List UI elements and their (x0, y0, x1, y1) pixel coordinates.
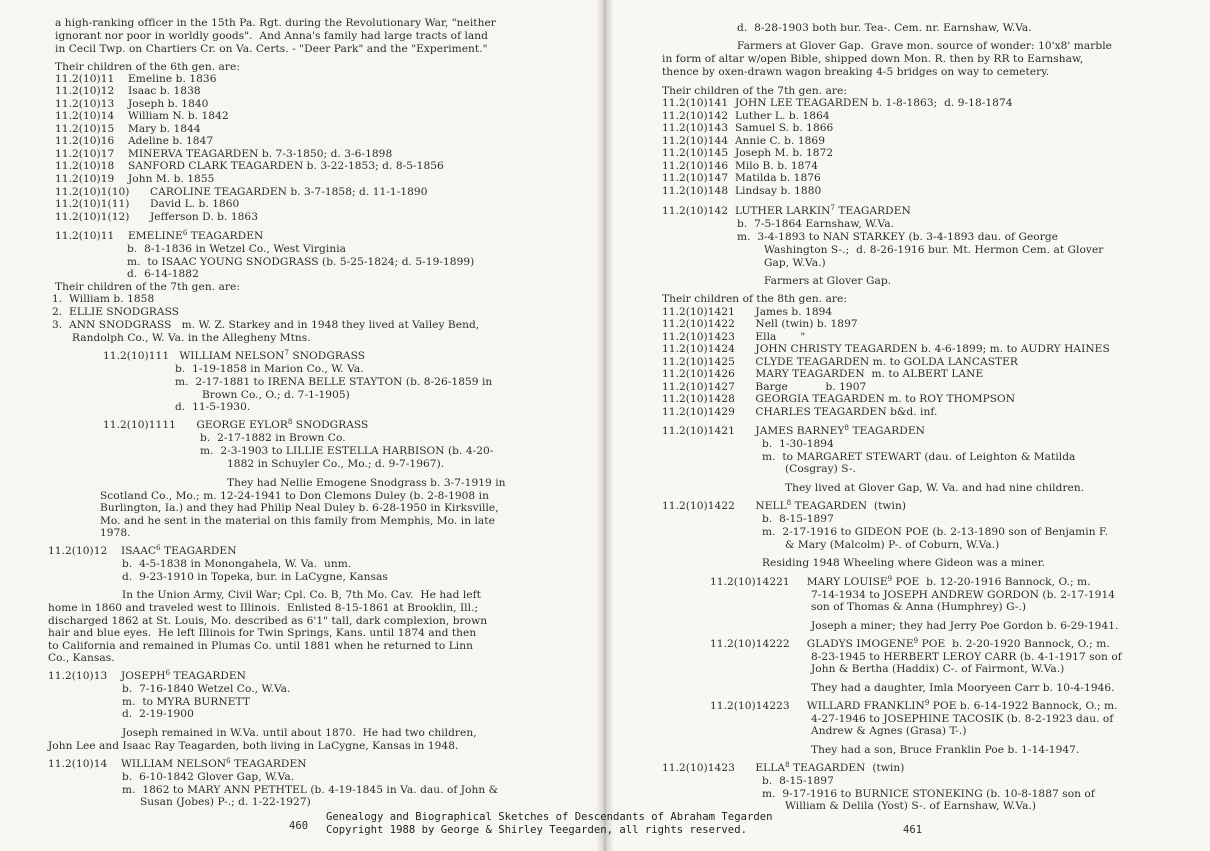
text-line: 11.2(10)17 MINERVA TEAGARDEN b. 7-3-1850; d. 3-6-1898 (55, 148, 393, 160)
text-line: Joseph a miner; they had Jerry Poe Gordon b. 6-29-1941. (811, 620, 1119, 632)
text-line: Their children of the 8th gen. are: (662, 293, 847, 305)
text-line: Farmers at Glover Gap. Grave mon. source of wonder: 10'x8' marble (737, 40, 1112, 52)
text-line: 11.2(10)1422 Nell (twin) b. 1897 (662, 318, 858, 330)
text-line: Andrew & Agnes (Grasa) T-.) (811, 725, 967, 737)
right-page (607, 0, 1210, 851)
text-line: 1882 in Schuyler Co., Mo.; d. 9-7-1967). (227, 458, 445, 470)
text-line: b. 8-15-1897 (762, 513, 834, 525)
text-line: 11.2(10)11 EMELINE$^6$ TEAGARDEN (55, 229, 264, 242)
text-line: Susan (Jobes) P-.; d. 1-22-1927) (140, 796, 311, 808)
text-line: Co., Kansas. (48, 652, 115, 664)
text-line: John & Bertha (Haddix) C-. of Fairmont, W.Va.) (811, 663, 1065, 675)
text-line: 11.2(10)11 Emeline b. 1836 (55, 73, 217, 85)
text-line: 11.2(10)18 SANFORD CLARK TEAGARDEN b. 3-22-1853; d. 8-5-1856 (55, 160, 444, 172)
text-line: Mo. and he sent in the material on this family from Memphis, Mo. in late (100, 515, 495, 527)
text-line: 11.2(10)142 LUTHER LARKIN$^7$ TEAGARDEN (662, 204, 911, 217)
text-line: & Mary (Malcolm) P-. of Coburn, W.Va.) (785, 539, 1000, 551)
text-line: 4-27-1946 to JOSEPHINE TACOSIK (b. 8-2-1923 dau. of (811, 713, 1114, 725)
text-line: Washington S-.; d. 8-26-1916 bur. Mt. Hermon Cem. at Glover (764, 244, 1104, 256)
footer-title: Genealogy and Biographical Sketches of Descendants of Abraham Tegarden (326, 811, 773, 823)
text-line: m. 2-3-1903 to LILLIE ESTELLA HARBISON (b. 4-20- (200, 445, 494, 457)
text-line: 11.2(10)1425 CLYDE TEAGARDEN m. to GOLDA LANCASTER (662, 356, 1018, 368)
text-line: b. 1-19-1858 in Marion Co., W. Va. (175, 363, 364, 375)
text-line: 11.2(10)1111 GEORGE EYLOR$^8$ SNODGRASS (103, 418, 369, 431)
text-line: Farmers at Glover Gap. (764, 275, 892, 287)
text-line: b. 7-5-1864 Earnshaw, W.Va. (737, 218, 895, 230)
text-line: 11.2(10)142 Luther L. b. 1864 (662, 110, 830, 122)
text-line: 2. ELLIE SNODGRASS (52, 306, 180, 318)
text-line: home in 1860 and traveled west to Illinois. Enlisted 8-15-1861 at Brooklin, Ill.; (48, 602, 479, 614)
text-line: 11.2(10)14222 GLADYS IMOGENE$^9$ POE b. 2-20-1920 Bannock, O.; m. (710, 637, 1110, 650)
text-line: (Cosgray) S-. (785, 463, 856, 475)
text-line: 11.2(10)12 ISAAC$^6$ TEAGARDEN (48, 544, 237, 557)
text-line: d. 8-28-1903 both bur. Tea-. Cem. nr. Earnshaw, W.Va. (737, 22, 1032, 34)
text-line: in Cecil Twp. on Chartiers Cr. on Va. Certs. - "Deer Park" and the "Experiment." (55, 43, 488, 55)
text-line: d. 6-14-1882 (127, 268, 199, 280)
text-line: 11.2(10)14 WILLIAM NELSON$^6$ TEAGARDEN (48, 757, 307, 770)
text-line: d. 9-23-1910 in Topeka, bur. in LaCygne, Kansas (122, 571, 388, 583)
text-line: m. 2-17-1881 to IRENA BELLE STAYTON (b. 8-26-1859 in (175, 376, 493, 388)
text-line: m. 3-4-1893 to NAN STARKEY (b. 3-4-1893 dau. of George (737, 231, 1058, 243)
text-line: 11.2(10)1421 James b. 1894 (662, 306, 833, 318)
text-line: 11.2(10)145 Joseph M. b. 1872 (662, 147, 834, 159)
text-line: a high-ranking officer in the 15th Pa. Rgt. during the Revolutionary War, "neither (55, 17, 496, 29)
text-line: 11.2(10)148 Lindsay b. 1880 (662, 185, 822, 197)
text-line: discharged 1862 at St. Louis, Mo. described as 6'1" tall, dark complexion, brown (48, 615, 488, 627)
text-line: 11.2(10)14221 MARY LOUISE$^9$ POE b. 12-20-1916 Bannock, O.; m. (710, 575, 1091, 588)
text-line: 11.2(10)12 Isaac b. 1838 (55, 85, 201, 97)
text-line: 11.2(10)1(11) David L. b. 1860 (55, 198, 240, 210)
text-line: 11.2(10)141 JOHN LEE TEAGARDEN b. 1-8-1863; d. 9-18-1874 (662, 97, 1013, 109)
text-line: m. 1862 to MARY ANN PETHTEL (b. 4-19-1845 in Va. dau. of John & (122, 784, 499, 796)
text-line: 11.2(10)1(12) Jefferson D. b. 1863 (55, 211, 258, 223)
text-line: 11.2(10)1428 GEORGIA TEAGARDEN m. to ROY THOMPSON (662, 393, 1016, 405)
text-line: 11.2(10)13 Joseph b. 1840 (55, 98, 209, 110)
footer-copyright: Copyright 1988 by George & Shirley Teegarden, all rights reserved. (326, 824, 747, 836)
text-line: m. 9-17-1916 to BURNICE STONEKING (b. 10-8-1887 son of (762, 788, 1095, 800)
text-line: Burlington, Ia.) and they had Philip Neal Duley b. 6-28-1950 in Kirksville, (100, 502, 499, 514)
text-line: d. 2-19-1900 (122, 708, 194, 720)
text-line: 11.2(10)1427 Barge b. 1907 (662, 381, 867, 393)
text-line: 3. ANN SNODGRASS m. W. Z. Starkey and in 1948 they lived at Valley Bend, (52, 319, 480, 331)
text-line: 11.2(10)144 Annie C. b. 1869 (662, 135, 825, 147)
text-line: Randolph Co., W. Va. in the Allegheny Mtns. (72, 332, 311, 344)
text-line: thence by oxen-drawn wagon breaking 4-5 bridges on way to cemetery. (662, 66, 1050, 78)
text-line: Residing 1948 Wheeling where Gideon was a miner. (762, 557, 1045, 569)
left-page (0, 0, 603, 851)
text-line: Their children of the 7th gen. are: (55, 281, 240, 293)
text-line: 11.2(10)1424 JOHN CHRISTY TEAGARDEN b. 4-6-1899; m. to AUDRY HAINES (662, 343, 1110, 355)
text-line: 11.2(10)1423 Ella " (662, 331, 806, 343)
page-number-right: 461 (903, 824, 923, 836)
text-line: b. 1-30-1894 (762, 438, 834, 450)
text-line: b. 8-1-1836 in Wetzel Co., West Virginia (127, 243, 347, 255)
text-line: 11.2(10)147 Matilda b. 1876 (662, 172, 821, 184)
text-line: William & Delila (Yost) S-. of Earnshaw, W.Va.) (785, 800, 1037, 812)
text-line: 11.2(10)13 JOSEPH$^6$ TEAGARDEN (48, 669, 246, 682)
text-line: 11.2(10)1(10) CAROLINE TEAGARDEN b. 3-7-1858; d. 11-1-1890 (55, 186, 428, 198)
text-line: 11.2(10)1429 CHARLES TEAGARDEN b&d. inf. (662, 406, 938, 418)
text-line: They had a daughter, Imla Mooryeen Carr b. 10-4-1946. (811, 682, 1115, 694)
text-line: 7-14-1934 to JOSEPH ANDREW GORDON (b. 2-17-1914 (811, 589, 1116, 601)
text-line: 11.2(10)14 William N. b. 1842 (55, 110, 229, 122)
text-line: Their children of the 6th gen. are: (55, 61, 240, 73)
text-line: 8-23-1945 to HERBERT LEROY CARR (b. 4-1-1917 son of (811, 651, 1122, 663)
text-line: b. 8-15-1897 (762, 775, 834, 787)
text-line: Their children of the 7th gen. are: (662, 85, 847, 97)
text-line: Scotland Co., Mo.; m. 12-24-1941 to Don Clemons Duley (b. 2-8-1908 in (100, 490, 489, 502)
text-line: 11.2(10)19 John M. b. 1855 (55, 173, 215, 185)
text-line: Gap, W.Va.) (764, 257, 826, 269)
text-line: b. 2-17-1882 in Brown Co. (200, 432, 346, 444)
text-line: 11.2(10)14223 WILLARD FRANKLIN$^9$ POE b. 6-14-1922 Bannock, O.; m. (710, 699, 1118, 712)
text-line: 11.2(10)111 WILLIAM NELSON$^7$ SNODGRASS (103, 349, 366, 362)
text-line: b. 6-10-1842 Glover Gap, W.Va. (122, 771, 295, 783)
text-line: 11.2(10)15 Mary b. 1844 (55, 123, 201, 135)
text-line: 1978. (100, 527, 131, 539)
text-line: m. to MYRA BURNETT (122, 696, 250, 708)
text-line: 11.2(10)1422 NELL$^8$ TEAGARDEN (twin) (662, 499, 907, 512)
text-line: Brown Co., O.; d. 7-1-1905) (202, 389, 350, 401)
text-line: 11.2(10)146 Milo B. b. 1874 (662, 160, 819, 172)
text-line: In the Union Army, Civil War; Cpl. Co. B, 7th Mo. Cav. He had left (122, 589, 481, 601)
text-line: 11.2(10)1426 MARY TEAGARDEN m. to ALBERT LANE (662, 368, 984, 380)
text-line: They had a son, Bruce Franklin Poe b. 1-14-1947. (811, 744, 1080, 756)
text-line: m. to MARGARET STEWART (dau. of Leighton & Matilda (762, 451, 1076, 463)
text-line: Joseph remained in W.Va. until about 1870. He had two children, (122, 727, 477, 739)
page-number-left: 460 (289, 820, 309, 832)
text-line: ignorant nor poor in worldly goods". And Anna's family had large tracts of land (55, 30, 488, 42)
text-line: John Lee and Isaac Ray Teagarden, both living in LaCygne, Kansas in 1948. (48, 740, 459, 752)
text-line: son of Thomas & Anna (Humphrey) G-.) (811, 601, 1027, 613)
text-line: 11.2(10)1423 ELLA$^8$ TEAGARDEN (twin) (662, 761, 905, 774)
text-line: They had Nellie Emogene Snodgrass b. 3-7-1919 in (227, 477, 506, 489)
text-line: hair and blue eyes. He left Illinois for Twin Springs, Kans. until 1874 and then (48, 627, 477, 639)
text-line: 11.2(10)1421 JAMES BARNEY$^8$ TEAGARDEN (662, 424, 925, 437)
text-line: in form of altar w/open Bible, shipped down Mon. R. then by RR to Earnshaw, (662, 53, 1084, 65)
text-line: d. 11-5-1930. (175, 401, 251, 413)
text-line: to California and remained in Plumas Co. until 1881 when he returned to Linn (48, 640, 473, 652)
text-line: They lived at Glover Gap, W. Va. and had nine children. (785, 482, 1085, 494)
text-line: b. 4-5-1838 in Monongahela, W. Va. unm. (122, 558, 352, 570)
text-line: m. 2-17-1916 to GIDEON POE (b. 2-13-1890 son of Benjamin F. (762, 526, 1109, 538)
book-gutter (596, 0, 614, 851)
text-line: b. 7-16-1840 Wetzel Co., W.Va. (122, 683, 291, 695)
text-line: m. to ISAAC YOUNG SNODGRASS (b. 5-25-1824; d. 5-19-1899) (127, 256, 475, 268)
text-line: 1. William b. 1858 (52, 293, 155, 305)
text-line: 11.2(10)16 Adeline b. 1847 (55, 135, 214, 147)
text-line: 11.2(10)143 Samuel S. b. 1866 (662, 122, 834, 134)
